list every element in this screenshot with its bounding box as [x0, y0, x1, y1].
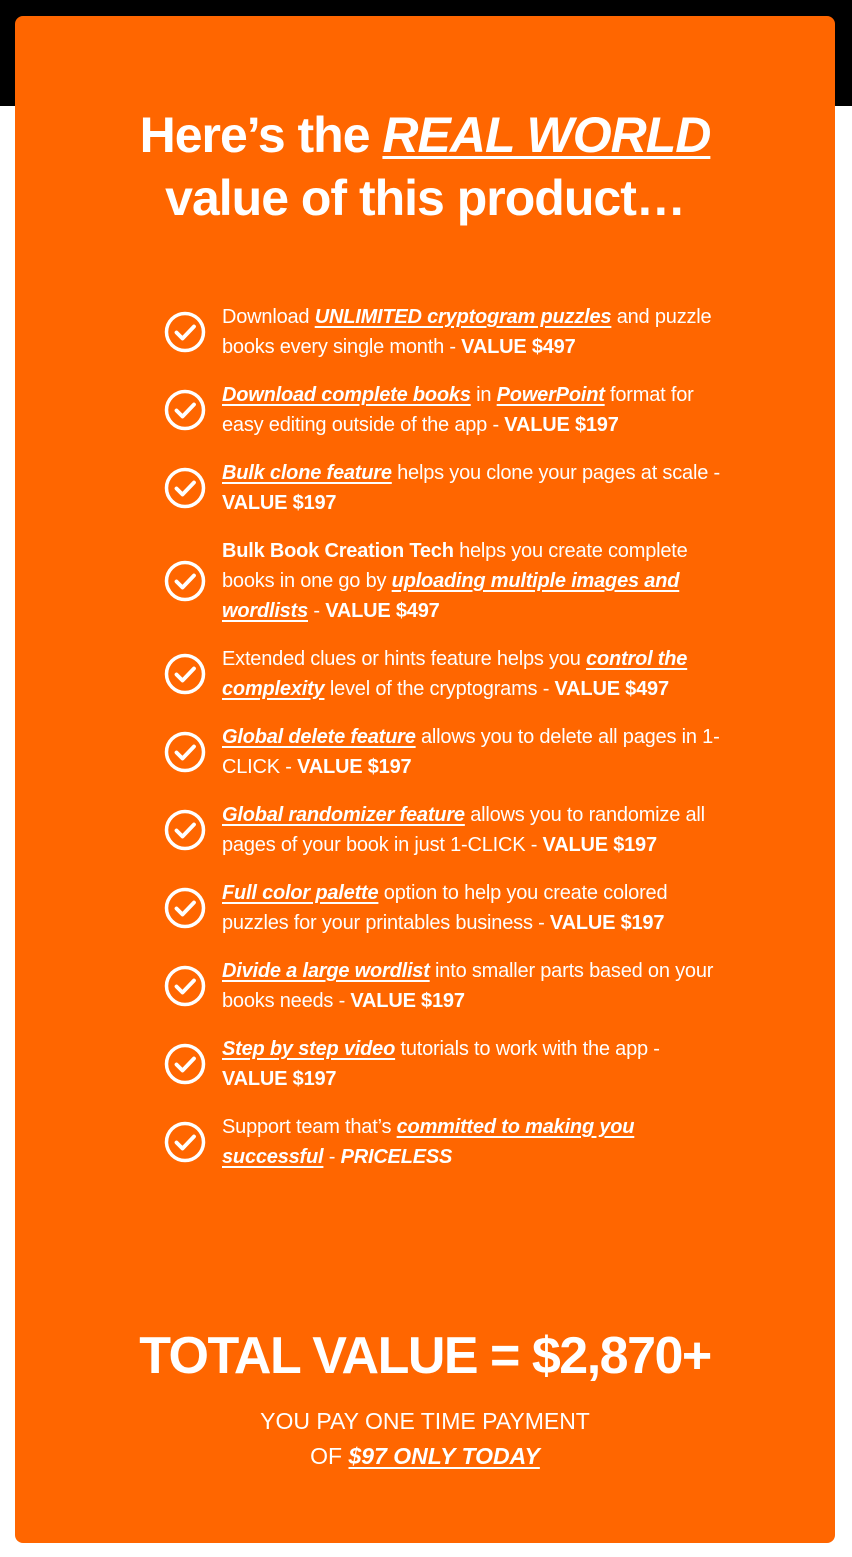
check-circle-icon: [163, 1120, 207, 1164]
feature-text-segment: allows you to randomize all pages of your book in just 1-CLICK -: [222, 804, 705, 856]
feature-item: [163, 878, 723, 938]
feature-text: [222, 302, 723, 362]
feature-value-label: VALUE $197: [350, 990, 465, 1012]
headline-line-2: value of this product…: [165, 170, 685, 226]
feature-item: [163, 800, 723, 860]
feature-item: [163, 302, 723, 362]
feature-text-segment: Download: [222, 306, 315, 328]
headline-prefix: Here’s the: [139, 107, 383, 163]
feature-value-label: VALUE $197: [222, 1068, 337, 1090]
feature-text-segment: Extended clues or hints feature helps you: [222, 648, 587, 670]
total-value: TOTAL VALUE = $2,870+: [139, 1327, 711, 1385]
feature-highlight-link: PowerPoint: [496, 384, 605, 406]
feature-highlight-link: Full color palette: [222, 882, 379, 904]
feature-text-segment: format for easy editing outside of the app -: [222, 384, 694, 436]
check-circle-icon: [163, 886, 207, 930]
headline: [15, 104, 835, 230]
check-circle-icon: [163, 310, 207, 354]
feature-text-segment: -: [308, 600, 326, 622]
feature-text-segment: tutorials to work with the app -: [395, 1038, 660, 1060]
payment-note: [15, 1404, 835, 1474]
check-circle-icon: [163, 808, 207, 852]
feature-item: [163, 722, 723, 782]
feature-highlight-link: uploading multiple images and wordlists: [222, 570, 680, 622]
feature-value-label: VALUE $197: [542, 834, 657, 856]
feature-text-segment: helps you create complete books in one go by: [222, 540, 688, 592]
feature-item: [163, 458, 723, 518]
check-circle-icon: [163, 559, 207, 603]
feature-text: [222, 644, 723, 704]
feature-text: [222, 800, 723, 860]
feature-text: [222, 878, 723, 938]
feature-text-segment: Support team that’s: [222, 1116, 397, 1138]
check-circle-icon: [163, 652, 207, 696]
headline-emphasis: REAL WORLD: [382, 107, 711, 163]
feature-value-label: VALUE $197: [504, 414, 619, 436]
feature-value-label: VALUE $497: [554, 678, 669, 700]
feature-text-segment: in: [470, 384, 497, 406]
feature-item: [163, 644, 723, 704]
feature-highlight-link: UNLIMITED cryptogram puzzles: [314, 306, 612, 328]
feature-text: [222, 536, 723, 626]
check-circle-icon: [163, 1042, 207, 1086]
payment-price: $97 ONLY TODAY: [348, 1443, 540, 1469]
feature-item: [163, 380, 723, 440]
feature-value-label: VALUE $497: [461, 336, 576, 358]
payment-line-1: YOU PAY ONE TIME PAYMENT: [260, 1408, 590, 1434]
feature-highlight-link: Global randomizer feature: [222, 804, 465, 826]
feature-highlight-link: Download complete books: [222, 384, 471, 406]
feature-highlight-link: control the complexity: [222, 648, 688, 700]
feature-text-segment: allows you to delete all pages in 1-CLICK -: [222, 726, 720, 778]
feature-item: [163, 1112, 723, 1172]
feature-highlight-link: Global delete feature: [222, 726, 416, 748]
value-stack-card: [15, 16, 835, 1543]
feature-highlight-link: committed to making you successful: [222, 1116, 635, 1168]
feature-text: [222, 956, 723, 1016]
feature-highlight-link: Divide a large wordlist: [222, 960, 430, 982]
feature-list: [163, 302, 723, 1190]
check-circle-icon: [163, 466, 207, 510]
feature-value-label: Bulk Book Creation Tech: [222, 540, 454, 562]
feature-value-label: VALUE $197: [297, 756, 412, 778]
feature-highlight-link: Bulk clone feature: [222, 462, 392, 484]
feature-text-segment: -: [323, 1146, 341, 1168]
feature-text-segment: helps you clone your pages at scale -: [391, 462, 720, 484]
headline-line-1: [15, 104, 835, 167]
feature-item: [163, 956, 723, 1016]
feature-value-label: VALUE $497: [325, 600, 440, 622]
payment-line-2: [15, 1439, 835, 1474]
payment-prefix: OF: [310, 1443, 349, 1469]
feature-highlight-link: Step by step video: [222, 1038, 396, 1060]
feature-item: [163, 1034, 723, 1094]
feature-text-segment: into smaller parts based on your books needs -: [222, 960, 714, 1012]
feature-text-segment: level of the cryptograms -: [324, 678, 555, 700]
feature-value-label: PRICELESS: [340, 1146, 453, 1168]
feature-item: [163, 536, 723, 626]
feature-text: [222, 1034, 723, 1094]
feature-text: [222, 458, 723, 518]
feature-text: [222, 1112, 723, 1172]
check-circle-icon: [163, 964, 207, 1008]
feature-text: [222, 722, 723, 782]
feature-text-segment: and puzzle books every single month -: [222, 306, 712, 358]
feature-text-segment: option to help you create colored puzzles for your printables business -: [222, 882, 668, 934]
feature-text: [222, 380, 723, 440]
feature-value-label: VALUE $197: [222, 492, 337, 514]
check-circle-icon: [163, 730, 207, 774]
check-circle-icon: [163, 388, 207, 432]
feature-value-label: VALUE $197: [549, 912, 665, 934]
